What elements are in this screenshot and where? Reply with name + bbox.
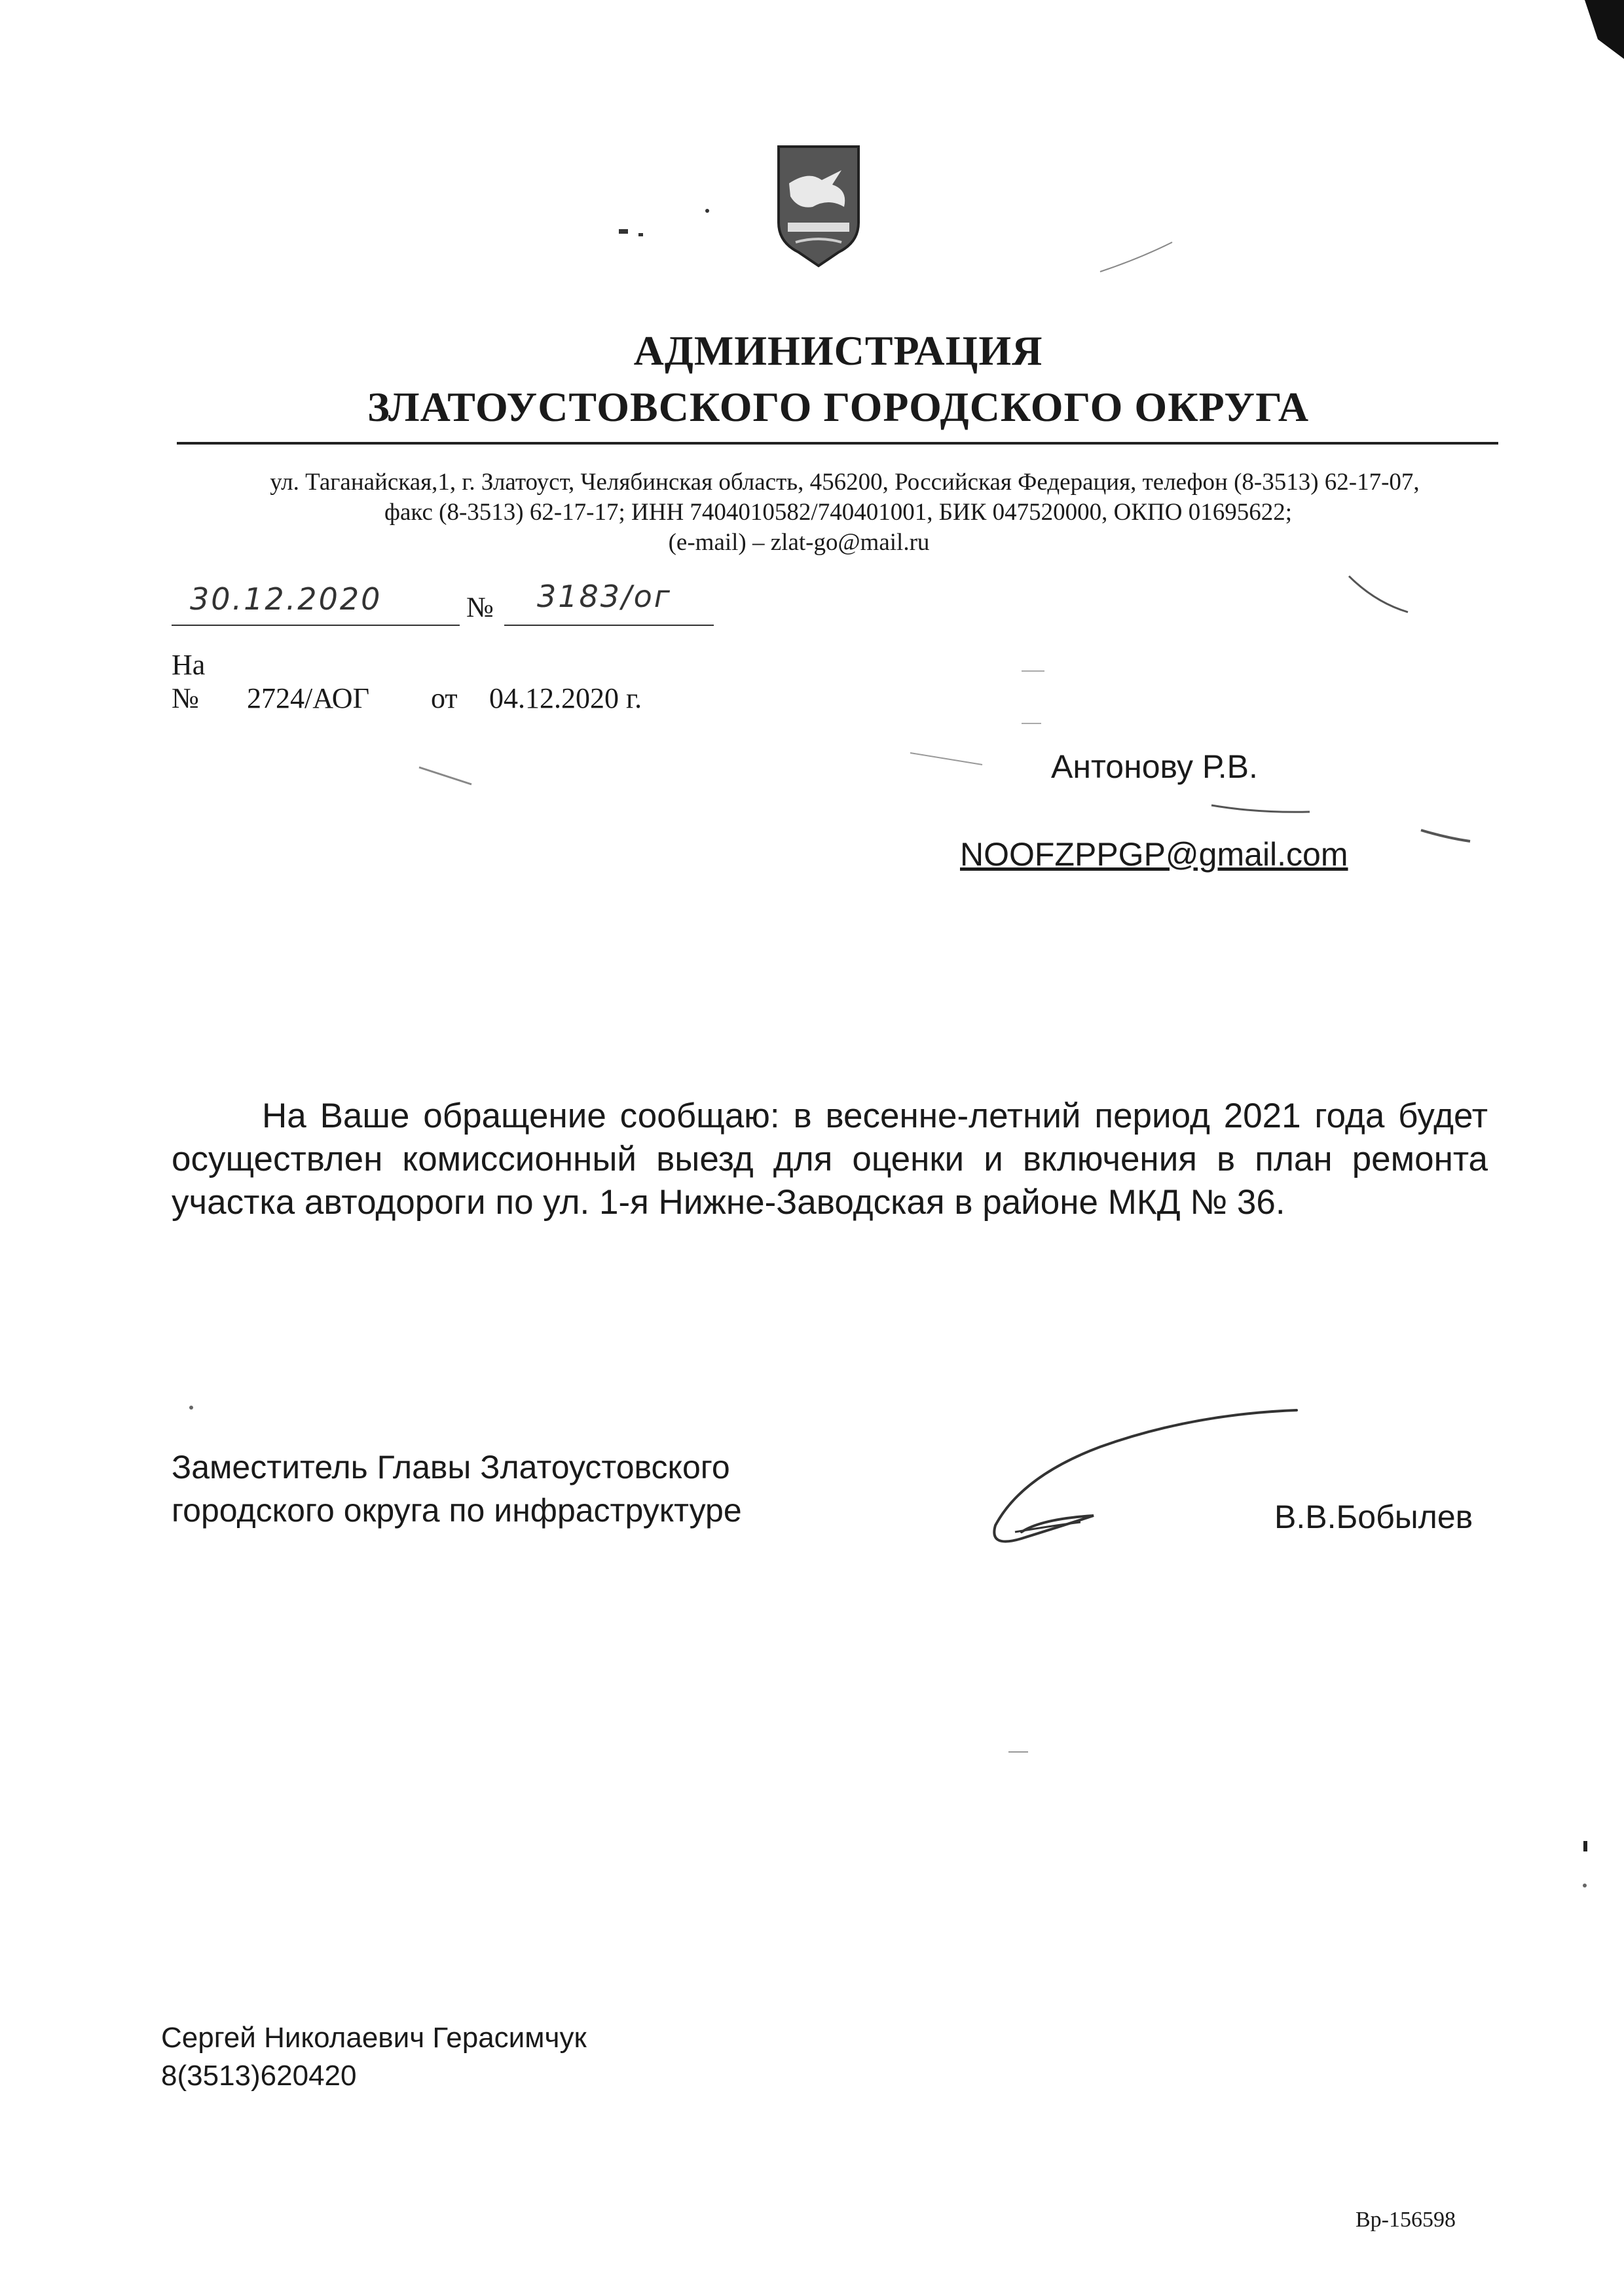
recipient-name: Антонову Р.В. bbox=[1051, 748, 1258, 785]
address-line3: (e-mail) – zlat-go@mail.ru bbox=[668, 529, 930, 556]
org-name-line1: АДМИНИСТРАЦИЯ bbox=[633, 327, 1043, 374]
executor-phone: 8(3513)620420 bbox=[161, 2060, 357, 2092]
reference-date: 04.12.2020 г. bbox=[489, 682, 642, 714]
reference-line bbox=[172, 648, 642, 715]
address-line2: факс (8-3513) 62-17-17; ИНН 7404010582/740401001, БИК 047520000, ОКПО 01695622; bbox=[384, 499, 1292, 526]
coat-of-arms-emblem bbox=[776, 144, 861, 268]
reference-number: 2724/АОГ bbox=[247, 682, 370, 714]
number-sign: № bbox=[466, 591, 494, 623]
reference-from-label: от bbox=[431, 682, 458, 714]
signatory-role-line1: Заместитель Главы Златоустовского bbox=[172, 1449, 730, 1485]
signatory-role-line2: городского округа по инфраструктуре bbox=[172, 1492, 742, 1529]
outgoing-date: 30.12.2020 bbox=[190, 581, 382, 617]
outgoing-number: 3183/ог bbox=[537, 579, 672, 614]
address-line1: ул. Таганайская,1, г. Златоуст, Челябинская область, 456200, Российская Федерация, телефон (8-3513) 62-17-07, bbox=[270, 469, 1420, 496]
executor-block bbox=[161, 2019, 587, 2095]
letter-body: На Ваше обращение сообщаю: в весенне-летний период 2021 года будет осуществлен комиссионный выезд для оценки и включения в план ремонта участка автодороги по ул. 1-я Нижне-Заводская в районе МКД № 36. bbox=[172, 1097, 1488, 1222]
signatory-role bbox=[172, 1446, 742, 1532]
registration-number: Вр-156598 bbox=[1356, 2208, 1456, 2232]
reference-prefix: На № bbox=[172, 649, 206, 714]
recipient-email[interactable]: NOOFZPPGP@gmail.com bbox=[960, 836, 1348, 873]
header-rule bbox=[177, 442, 1498, 445]
executor-name: Сергей Николаевич Герасимчук bbox=[161, 2022, 587, 2054]
org-name-line2: ЗЛАТОУСТОВСКОГО ГОРОДСКОГО ОКРУГА bbox=[367, 384, 1310, 430]
handwritten-signature bbox=[943, 1401, 1310, 1558]
signatory-name: В.В.Бобылев bbox=[1274, 1499, 1473, 1535]
